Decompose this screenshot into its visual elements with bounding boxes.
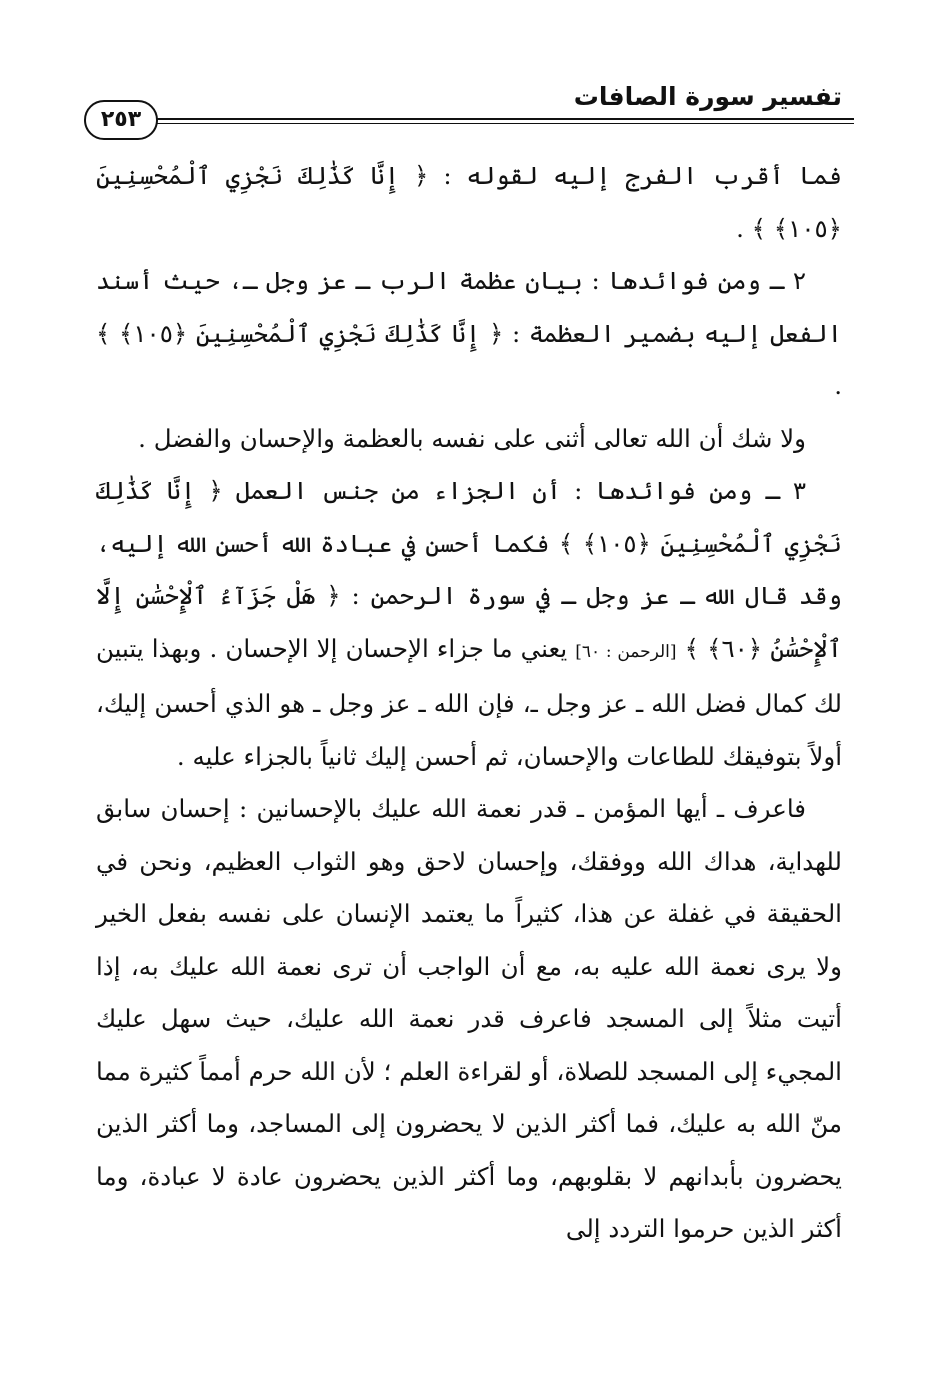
page-number: ٢٥٣ [84,100,158,140]
paragraph-4 [96,465,842,783]
verse-reference: [الرحمن : ٦٠] [575,641,677,662]
paragraph-4-text-a: ٣ ـ ومن فوائدها : أن الجزاء من جنس العمل ﴿ إِنَّا كَذَٰلِكَ نَجْزِي ٱلْمُحْسِنِينَ ﴿١٠٥﴾ ﴾ فكما أحسن في عبادة الله أحسن الله إليه، وقد قال الله ـ عز وجل ـ في سورة الرحمن : ﴿ هَلْ جَزَآءُ ٱلْإِحْسَٰنِ إِلَّا ٱلْإِحْسَٰنُ ﴿٦٠﴾ ﴾ [96,476,842,663]
header-rule-thin [140,123,854,124]
running-title: تفسير سورة الصافات [573,82,842,111]
paragraph-1: فما أقرب الفرج إليه لقوله : ﴿ إِنَّا كَذَٰلِكَ نَجْزِي ٱلْمُحْسِنِينَ ﴿١٠٥﴾ ﴾ . [96,161,842,243]
header-rule [140,118,854,120]
page-header [80,78,850,130]
paragraph-4-text-b: يعني ما جزاء الإحسان إلا الإحسان . وبهذا يتبين لك كمال فضل الله ـ عز وجل ـ، فإن الله ـ عز وجل ـ هو الذي أحسن إليك، أولاً بتوفيقك للطاعات والإحسان، ثم أحسن إليك ثانياً بالجزاء عليه . [96,633,842,771]
paragraph-3: ولا شك أن الله تعالى أثنى على نفسه بالعظمة والإحسان والفضل . [138,423,806,453]
page-body [96,150,842,1256]
paragraph-5: فاعرف ـ أيها المؤمن ـ قدر نعمة الله عليك بالإحسانين : إحسان سابق للهداية، هداك الله ووفقك، وإحسان لاحق وهو الثواب العظيم، ونحن في الحقيقة في غفلة عن هذا، كثيراً ما يعتمد الإنسان على نفسه بفعل الخير ولا يرى نعمة الله عليه به، مع أن الواجب أن ترى نعمة الله عليك به، إذا أتيت مثلاً إلى المسجد فاعرف قدر نعمة الله عليك، حيث سهل عليك المجيء إلى المسجد للصلاة، أو لقراءة العلم ؛ لأن الله حرم أمماً كثيرة مما منّ الله به عليك، فما أكثر الذين لا يحضرون إلى المساجد، وما أكثر الذين يحضرون بأبدانهم لا بقلوبهم، وما أكثر الذين يحضرون عادة لا عبادة، وما أكثر الذين حرموا التردد إلى [96,794,842,1243]
paragraph-2: ٢ ـ ومن فوائدها : بيان عظمة الرب ـ عز وجل ـ، حيث أسند الفعل إليه بضمير العظمة : ﴿ إِنَّا كَذَٰلِكَ نَجْزِي ٱلْمُحْسِنِينَ ﴿١٠٥﴾ ﴾ . [96,266,843,400]
